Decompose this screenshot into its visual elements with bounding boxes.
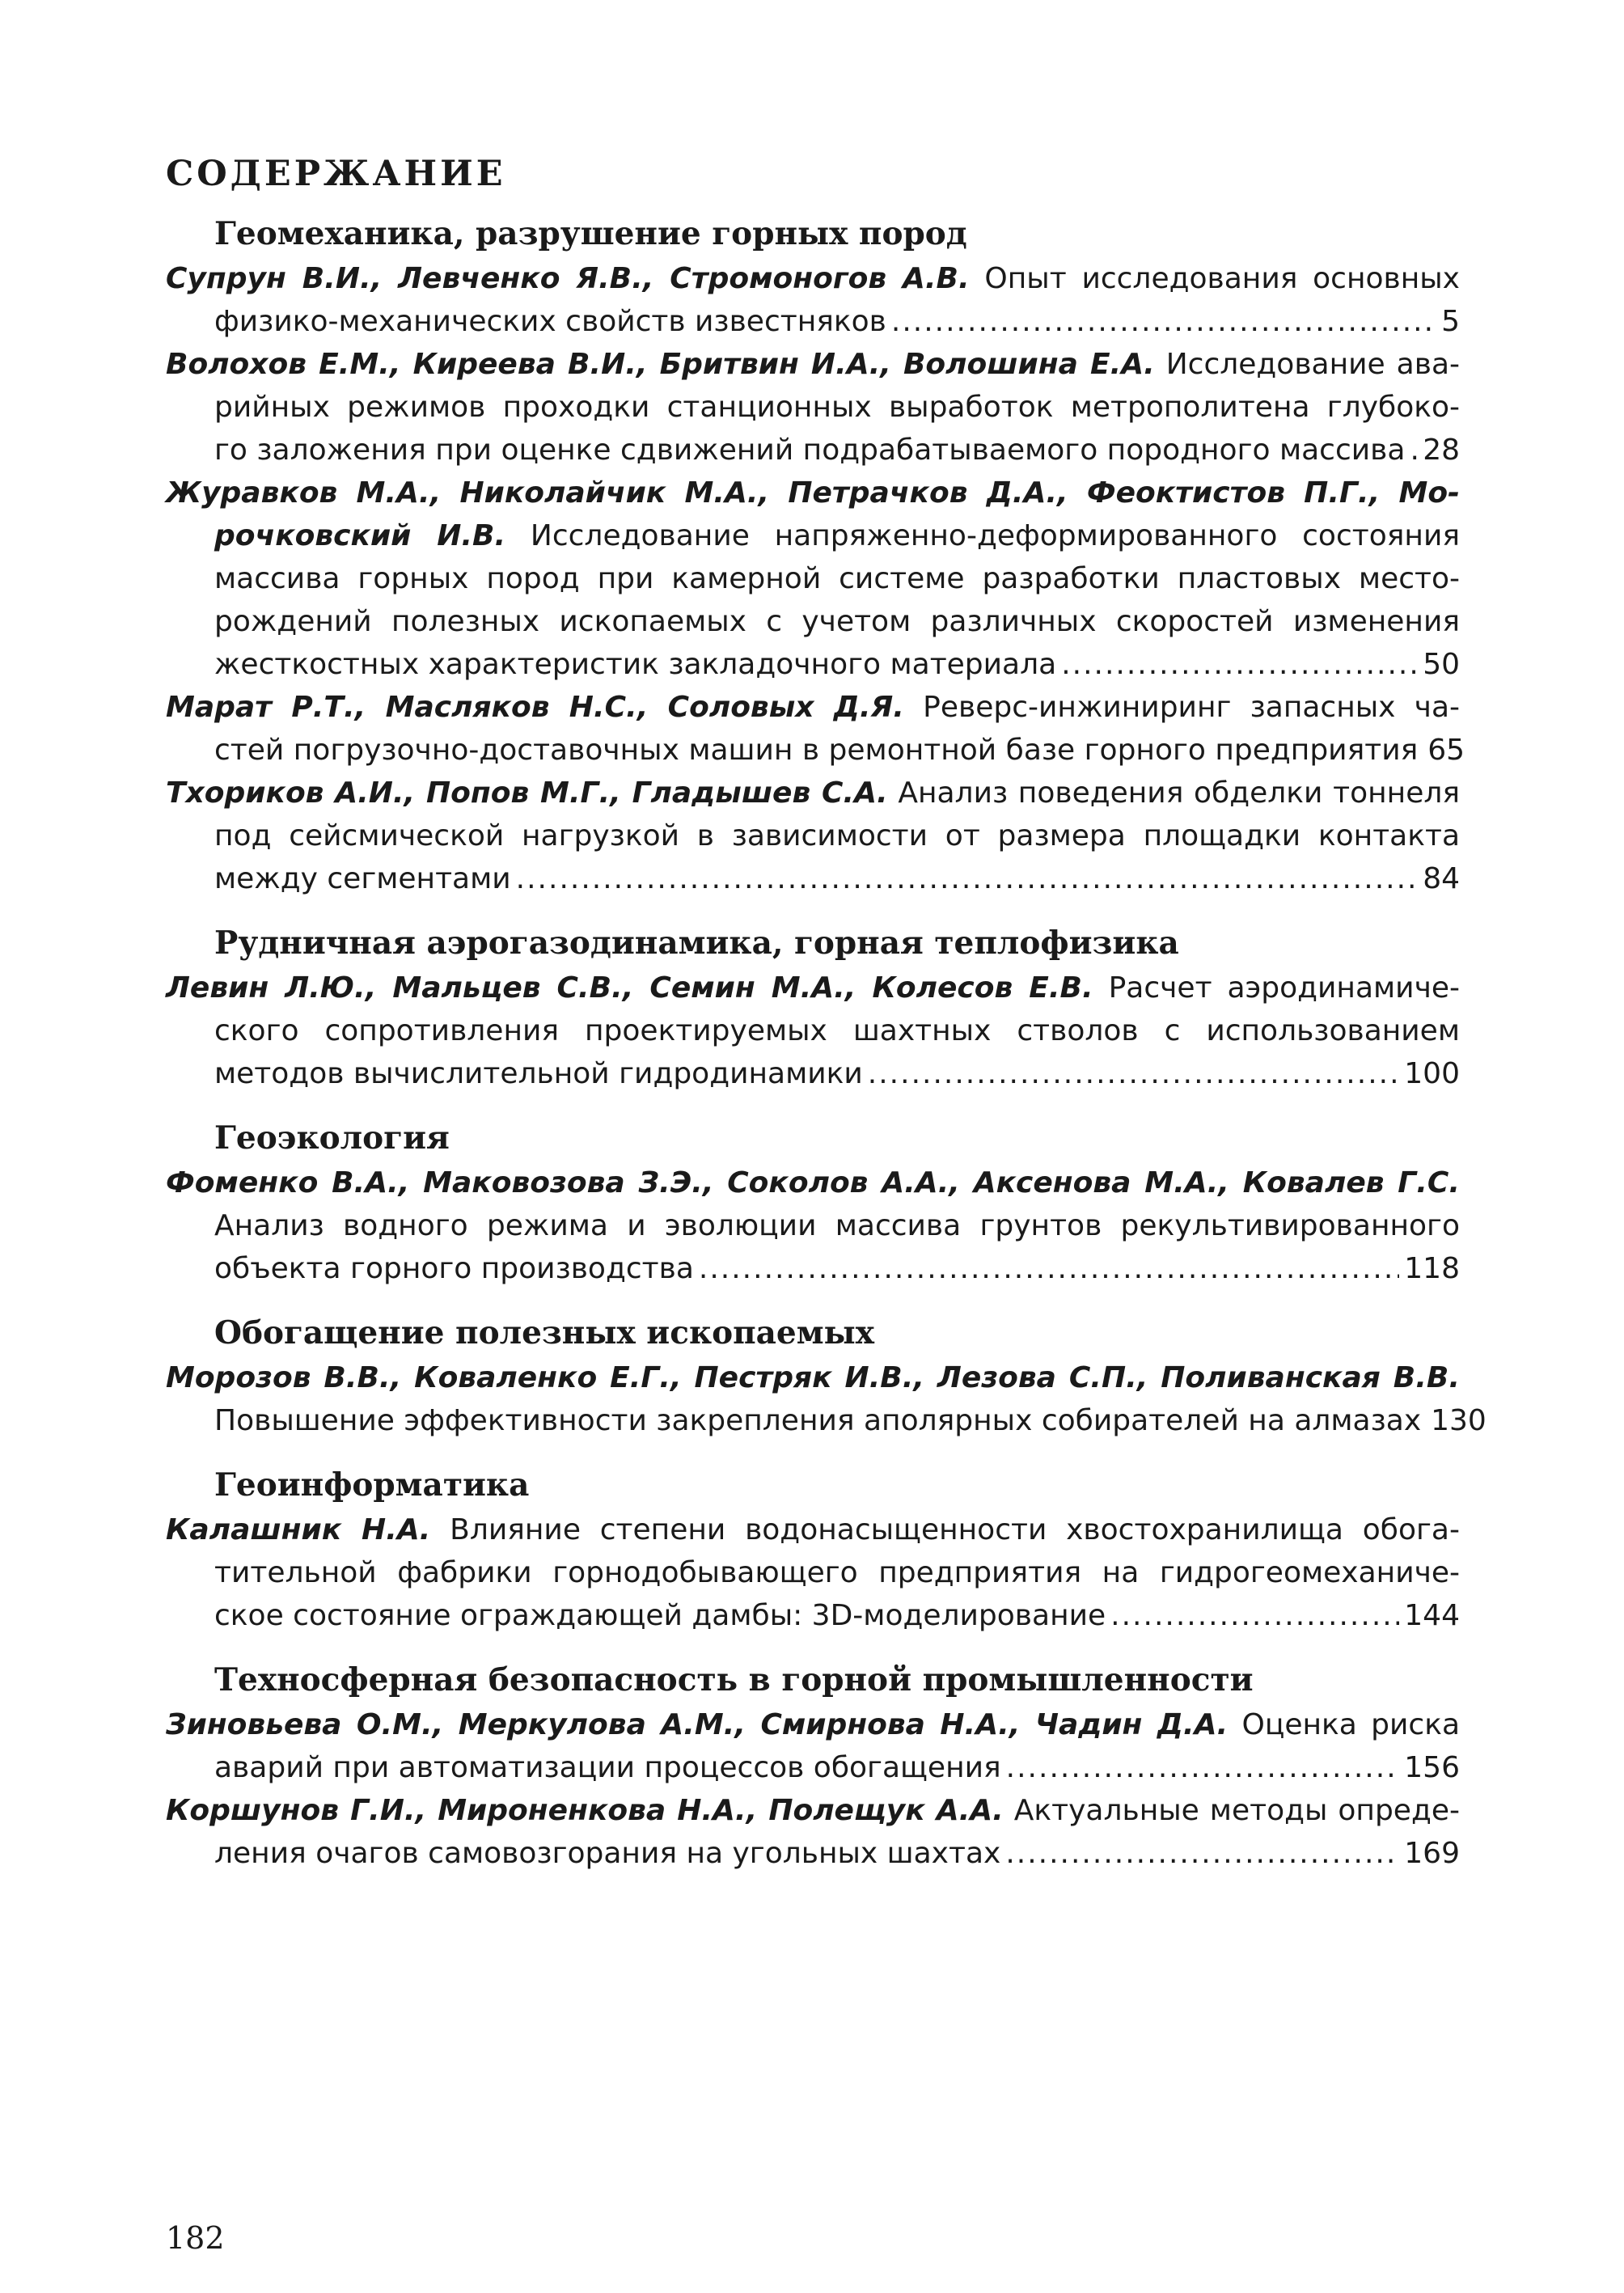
entry-title-part: ления очагов самовозгорания на угольных шахтах <box>214 1837 1001 1870</box>
entry-last-line <box>166 1052 1460 1095</box>
entry-authors: Калашник Н.А. <box>166 1513 431 1546</box>
page-number: 182 <box>166 2220 225 2256</box>
toc-entry[interactable] <box>166 1703 1460 1789</box>
entry-page-number: 5 <box>1441 305 1460 338</box>
leader-dots <box>699 1247 1399 1290</box>
entry-title-part: между сегментами <box>214 862 511 895</box>
toc-entry[interactable] <box>166 1356 1487 1442</box>
entry-title-part: Исследование напряженно-деформированного состояния <box>505 519 1460 552</box>
toc-entry[interactable] <box>166 1508 1460 1637</box>
entry-title-part: рийных режимов проходки станционных выработок метрополитена глубоко- <box>214 391 1460 424</box>
leader-dots <box>891 300 1436 343</box>
leader-dots <box>1410 429 1418 472</box>
toc-entry[interactable] <box>166 772 1460 900</box>
leader-dots <box>1006 1746 1400 1789</box>
entry-last-line <box>166 1247 1460 1290</box>
entry-authors: Коршунов Г.И., Мироненкова Н.А., Полещук А.А. <box>166 1794 1004 1827</box>
entry-authors: рочковский И.В. <box>214 519 506 552</box>
entry-title-part: аварий при автоматизации процессов обогащения <box>214 1751 1001 1784</box>
toc-entry[interactable] <box>166 343 1460 472</box>
entry-title-part: под сейсмической нагрузкой в зависимости от размера площадки контакта <box>214 819 1460 852</box>
entry-title-part: физико-механических свойств известняков <box>214 305 886 338</box>
entry-title-part: Реверс-инжиниринг запасных ча- <box>903 691 1461 724</box>
leader-dots <box>516 857 1419 900</box>
toc-entry[interactable] <box>166 1789 1460 1875</box>
entry-title-part: Оценка риска <box>1228 1708 1461 1741</box>
section-title: Рудничная аэрогазодинамика, горная теплофизика <box>214 924 1179 962</box>
entry-title-part: массива горных пород при камерной системе разработки пластовых место- <box>214 562 1460 595</box>
section-title: Геоэкология <box>214 1119 450 1157</box>
entry-title-part: Актуальные методы опреде- <box>1003 1794 1460 1827</box>
entry-title-part: Влияние степени водонасыщенности хвостохранилища обога- <box>430 1513 1460 1546</box>
section-title: Геомеханика, разрушение горных пород <box>214 215 967 252</box>
entry-last-line <box>166 729 1465 772</box>
leader-dots <box>1005 1832 1399 1875</box>
entry-authors: Левин Л.Ю., Мальцев С.В., Семин М.А., Колесов Е.В. <box>166 971 1093 1005</box>
entry-authors: Журавков М.А., Николайчик М.А., Петрачков Д.А., Феоктистов П.Г., Мо- <box>166 476 1460 510</box>
entry-title-part: рождений полезных ископаемых с учетом различных скоростей изменения <box>214 605 1460 638</box>
entry-title-part: Расчет аэродинамиче- <box>1093 971 1460 1005</box>
entry-title-part: методов вычислительной гидродинамики <box>214 1057 863 1090</box>
section-title: Техносферная безопасность в горной промышленности <box>214 1661 1254 1699</box>
toc-entry[interactable] <box>166 686 1465 772</box>
entry-page-number: 130 <box>1431 1404 1487 1437</box>
entry-title-part: Повышение эффективности закрепления аполярных собирателей на алмазах <box>214 1404 1422 1437</box>
entry-authors: Тхориков А.И., Попов М.Г., Гладышев С.А. <box>166 776 888 810</box>
entry-title-part: стей погрузочно-доставочных машин в ремонтной базе горного предприятия <box>214 734 1419 767</box>
entry-title-part: Опыт исследования основных <box>969 262 1460 295</box>
entry-last-line <box>166 857 1460 900</box>
leader-dots <box>1110 1594 1399 1637</box>
entry-title-part: Анализ поведения обделки тоннеля <box>887 776 1461 810</box>
entry-last-line <box>166 300 1460 343</box>
entry-last-line <box>166 643 1460 686</box>
entry-last-line <box>166 1832 1460 1875</box>
entry-page-number: 118 <box>1404 1252 1460 1285</box>
entry-title-part: го заложения при оценке сдвижений подрабатываемого породного массива <box>214 434 1406 467</box>
entry-title-part: Исследование ава- <box>1154 348 1461 381</box>
entry-title-part: ского сопротивления проектируемых шахтных стволов с использованием <box>214 1014 1460 1047</box>
entry-page-number: 50 <box>1423 648 1460 681</box>
section-title: Геоинформатика <box>214 1466 530 1504</box>
entry-authors: Морозов В.В., Коваленко Е.Г., Пестряк И.В., Лезова С.П., Поливанская В.В. <box>166 1361 1460 1394</box>
toc-entry[interactable] <box>166 257 1460 343</box>
entry-last-line <box>166 1746 1460 1789</box>
entry-authors: Марат Р.Т., Масляков Н.С., Соловых Д.Я. <box>166 691 904 724</box>
toc-entry[interactable] <box>166 1161 1460 1290</box>
entry-title-part: тительной фабрики горнодобывающего предприятия на гидрогеомеханиче- <box>214 1556 1460 1589</box>
table-of-contents <box>166 212 1487 1875</box>
entry-authors: Волохов Е.М., Киреева В.И., Бритвин И.А., Волошина Е.А. <box>166 348 1155 381</box>
section-title: Обогащение полезных ископаемых <box>214 1314 874 1352</box>
entry-authors: Зиновьева О.М., Меркулова А.М., Смирнова Н.А., Чадин Д.А. <box>166 1708 1229 1741</box>
entry-last-line <box>166 1399 1487 1442</box>
entry-authors: Фоменко В.А., Маковозова З.Э., Соколов А.А., Аксенова М.А., Ковалев Г.С. <box>166 1166 1460 1199</box>
toc-heading: СОДЕРЖАНИЕ <box>166 154 506 194</box>
entry-last-line <box>166 429 1460 472</box>
entry-page-number: 28 <box>1423 434 1460 467</box>
entry-page-number: 84 <box>1423 862 1460 895</box>
entry-page-number: 65 <box>1427 734 1465 767</box>
entry-title-part: жесткостных характеристик закладочного материала <box>214 648 1057 681</box>
entry-title-part: Анализ водного режима и эволюции массива грунтов рекультивированного <box>214 1209 1460 1242</box>
toc-entry[interactable] <box>166 967 1460 1095</box>
entry-page-number: 144 <box>1404 1599 1460 1632</box>
entry-last-line <box>166 1594 1460 1637</box>
entry-page-number: 156 <box>1404 1751 1460 1784</box>
entry-page-number: 169 <box>1404 1837 1460 1870</box>
leader-dots <box>1061 643 1418 686</box>
entry-title-part: объекта горного производства <box>214 1252 694 1285</box>
toc-entry[interactable] <box>166 472 1460 686</box>
leader-dots <box>868 1052 1399 1095</box>
entry-authors: Супрун В.И., Левченко Я.В., Стромоногов А.В. <box>166 262 970 295</box>
entry-page-number: 100 <box>1404 1057 1460 1090</box>
entry-title-part: ское состояние ограждающей дамбы: 3D-моделирование <box>214 1599 1106 1632</box>
